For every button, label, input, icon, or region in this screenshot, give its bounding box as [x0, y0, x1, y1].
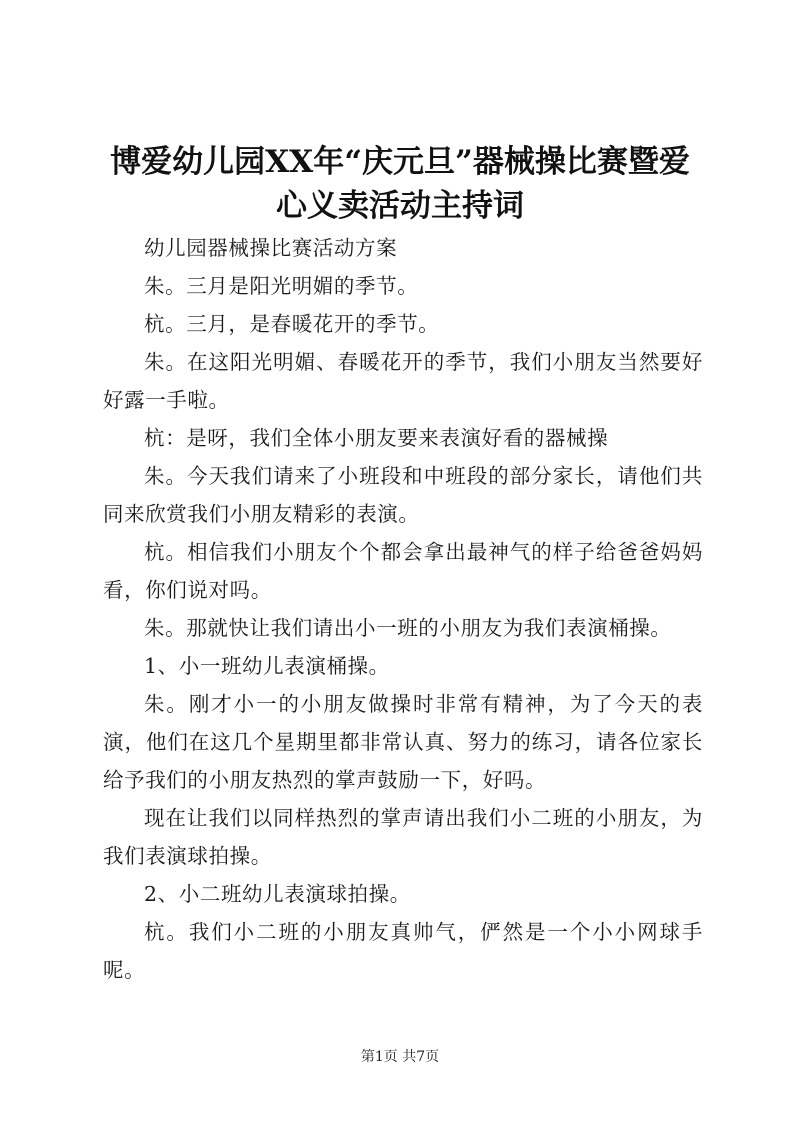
paragraph: 杭。相信我们小朋友个个都会拿出最神气的样子给爸爸妈妈看，你们说对吗。 [103, 540, 703, 602]
paragraph: 朱。那就快让我们请出小一班的小朋友为我们表演桶操。 [144, 616, 672, 640]
paragraph: 现在让我们以同样热烈的掌声请出我们小二班的小朋友，为我们表演球拍操。 [103, 806, 703, 868]
page-number-footer: 第1页 共7页 [360, 1049, 440, 1065]
paragraph: 朱。今天我们请来了小班段和中班段的部分家长，请他们共同来欣赏我们小朋友精彩的表演。 [103, 464, 703, 526]
paragraph: 朱。在这阳光明媚、春暖花开的季节，我们小朋友当然要好好露一手啦。 [103, 350, 703, 412]
document-body [103, 229, 703, 989]
paragraph: 1、小一班幼儿表演桶操。 [144, 654, 390, 678]
paragraph: 朱。刚才小一的小朋友做操时非常有精神，为了今天的表演，他们在这几个星期里都非常认真、努力的练习，请各位家长给予我们的小朋友热烈的掌声鼓励一下，好吗。 [103, 692, 703, 792]
paragraph: 杭。我们小二班的小朋友真帅气，俨然是一个小小网球手呢。 [103, 920, 703, 982]
document-title: 博爱幼儿园XX年“庆元旦”器械操比赛暨爱心义卖活动主持词 [110, 144, 690, 224]
paragraph: 杭。三月，是春暖花开的季节。 [144, 312, 440, 336]
paragraph: 幼儿园器械操比赛活动方案 [144, 236, 398, 260]
paragraph: 杭：是呀，我们全体小朋友要来表演好看的器械操 [144, 426, 609, 450]
paragraph: 朱。三月是阳光明媚的季节。 [144, 274, 419, 298]
paragraph: 2、小二班幼儿表演球拍操。 [144, 882, 411, 906]
